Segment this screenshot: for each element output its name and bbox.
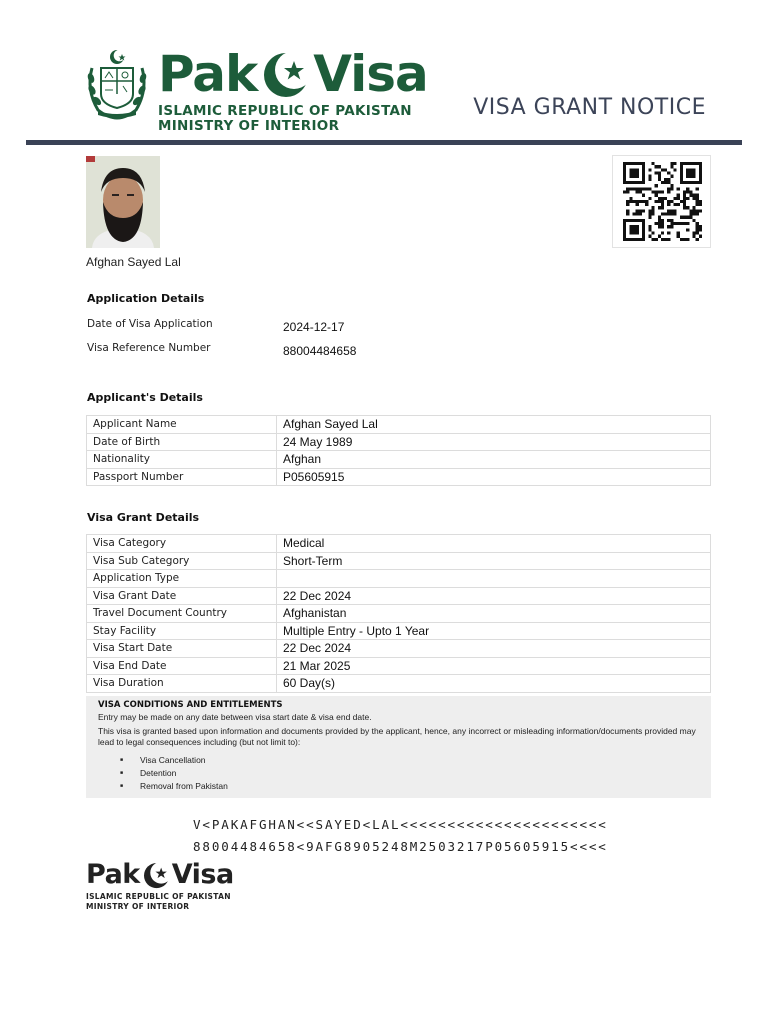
logo-text-pak: Pak (158, 45, 258, 103)
visa-duration-label: Visa Duration (87, 675, 277, 693)
list-item: ■ Removal from Pakistan (120, 780, 699, 793)
mrz-line-2: 88004484658<9AFG8905248M2503217P05605915<<<< (193, 839, 608, 854)
nationality-label: Nationality (87, 451, 277, 469)
mrz-line-1: V<PAKAFGHAN<<SAYED<LAL<<<<<<<<<<<<<<<<<<<<<< (193, 817, 608, 832)
conditions-legal-text: This visa is granted based upon information and documents provided by the applicant, hence, any incorrect or misleading information/documents provided may lead to legal consequences including (but not limit to): (98, 725, 696, 747)
stay-facility-value: Multiple Entry - Upto 1 Year (277, 622, 711, 640)
logo-subtitle-ministry: MINISTRY OF INTERIOR (158, 118, 340, 134)
table-row (87, 451, 711, 469)
logo-subtitle-country: ISLAMIC REPUBLIC OF PAKISTAN (158, 103, 412, 119)
applicant-photo (86, 156, 160, 248)
logo-text-visa: Visa (313, 45, 428, 103)
visa-start-date-value: 22 Dec 2024 (277, 640, 711, 658)
visa-end-date-label: Visa End Date (87, 657, 277, 675)
applicant-name-label: Applicant Name (87, 416, 277, 434)
travel-document-country-value: Afghanistan (277, 605, 711, 623)
table-row (87, 570, 711, 588)
applicant-details-table (86, 415, 711, 486)
header-divider (26, 140, 742, 145)
applicant-photo-name: Afghan Sayed Lal (86, 255, 181, 269)
application-date-label: Date of Visa Application (87, 318, 213, 330)
reference-number-value: 88004484658 (283, 344, 357, 358)
visa-sub-category-label: Visa Sub Category (87, 552, 277, 570)
applicant-details-title: Applicant's Details (87, 391, 203, 404)
stay-facility-label: Stay Facility (87, 622, 277, 640)
footer-wordmark (86, 858, 234, 892)
footer-subtitle-ministry: MINISTRY OF INTERIOR (86, 902, 190, 911)
visa-sub-category-value: Short-Term (277, 552, 711, 570)
application-type-value (277, 570, 711, 588)
table-row (87, 657, 711, 675)
passport-number-value: P05605915 (277, 468, 711, 486)
passport-number-label: Passport Number (87, 468, 277, 486)
table-row (87, 622, 711, 640)
qr-code (612, 155, 711, 248)
visa-grant-date-value: 22 Dec 2024 (277, 587, 711, 605)
application-date-value: 2024-12-17 (283, 320, 345, 334)
list-item: ■ Detention (120, 767, 699, 780)
visa-conditions-box (86, 696, 711, 798)
list-item: ■ Visa Cancellation (120, 754, 699, 767)
visa-end-date-value: 21 Mar 2025 (277, 657, 711, 675)
date-of-birth-value: 24 May 1989 (277, 433, 711, 451)
visa-conditions-title: VISA CONDITIONS AND ENTITLEMENTS (98, 700, 283, 710)
table-row (87, 640, 711, 658)
consequences-list (120, 754, 699, 793)
document-header (0, 0, 768, 150)
application-details-title: Application Details (87, 292, 205, 305)
crescent-star-icon (141, 859, 171, 891)
footer-logo (86, 858, 234, 912)
state-emblem-icon (84, 48, 150, 120)
pakvisa-wordmark (158, 46, 428, 102)
document-title: VISA GRANT NOTICE (473, 95, 706, 120)
table-row (87, 552, 711, 570)
visa-grant-details-title: Visa Grant Details (87, 511, 200, 524)
nationality-value: Afghan (277, 451, 711, 469)
table-row (87, 675, 711, 693)
table-row (87, 535, 711, 553)
visa-start-date-label: Visa Start Date (87, 640, 277, 658)
conditions-entry-text: Entry may be made on any date between visa start date & visa end date. (98, 712, 372, 722)
crescent-star-icon (259, 46, 311, 102)
application-type-label: Application Type (87, 570, 277, 588)
visa-grant-date-label: Visa Grant Date (87, 587, 277, 605)
visa-category-value: Medical (277, 535, 711, 553)
table-row (87, 416, 711, 434)
pakvisa-logo (158, 46, 428, 135)
person-portrait-icon (86, 156, 160, 248)
qr-code-icon (623, 162, 702, 241)
visa-category-label: Visa Category (87, 535, 277, 553)
applicant-name-value: Afghan Sayed Lal (277, 416, 711, 434)
footer-subtitle-country: ISLAMIC REPUBLIC OF PAKISTAN (86, 892, 231, 901)
footer-logo-text-visa: Visa (171, 859, 234, 890)
table-row (87, 605, 711, 623)
footer-logo-text-pak: Pak (86, 859, 140, 890)
table-row (87, 587, 711, 605)
travel-document-country-label: Travel Document Country (87, 605, 277, 623)
visa-grant-details-table (86, 534, 711, 693)
table-row (87, 468, 711, 486)
table-row (87, 433, 711, 451)
visa-duration-value: 60 Day(s) (277, 675, 711, 693)
reference-number-label: Visa Reference Number (87, 342, 211, 354)
date-of-birth-label: Date of Birth (87, 433, 277, 451)
